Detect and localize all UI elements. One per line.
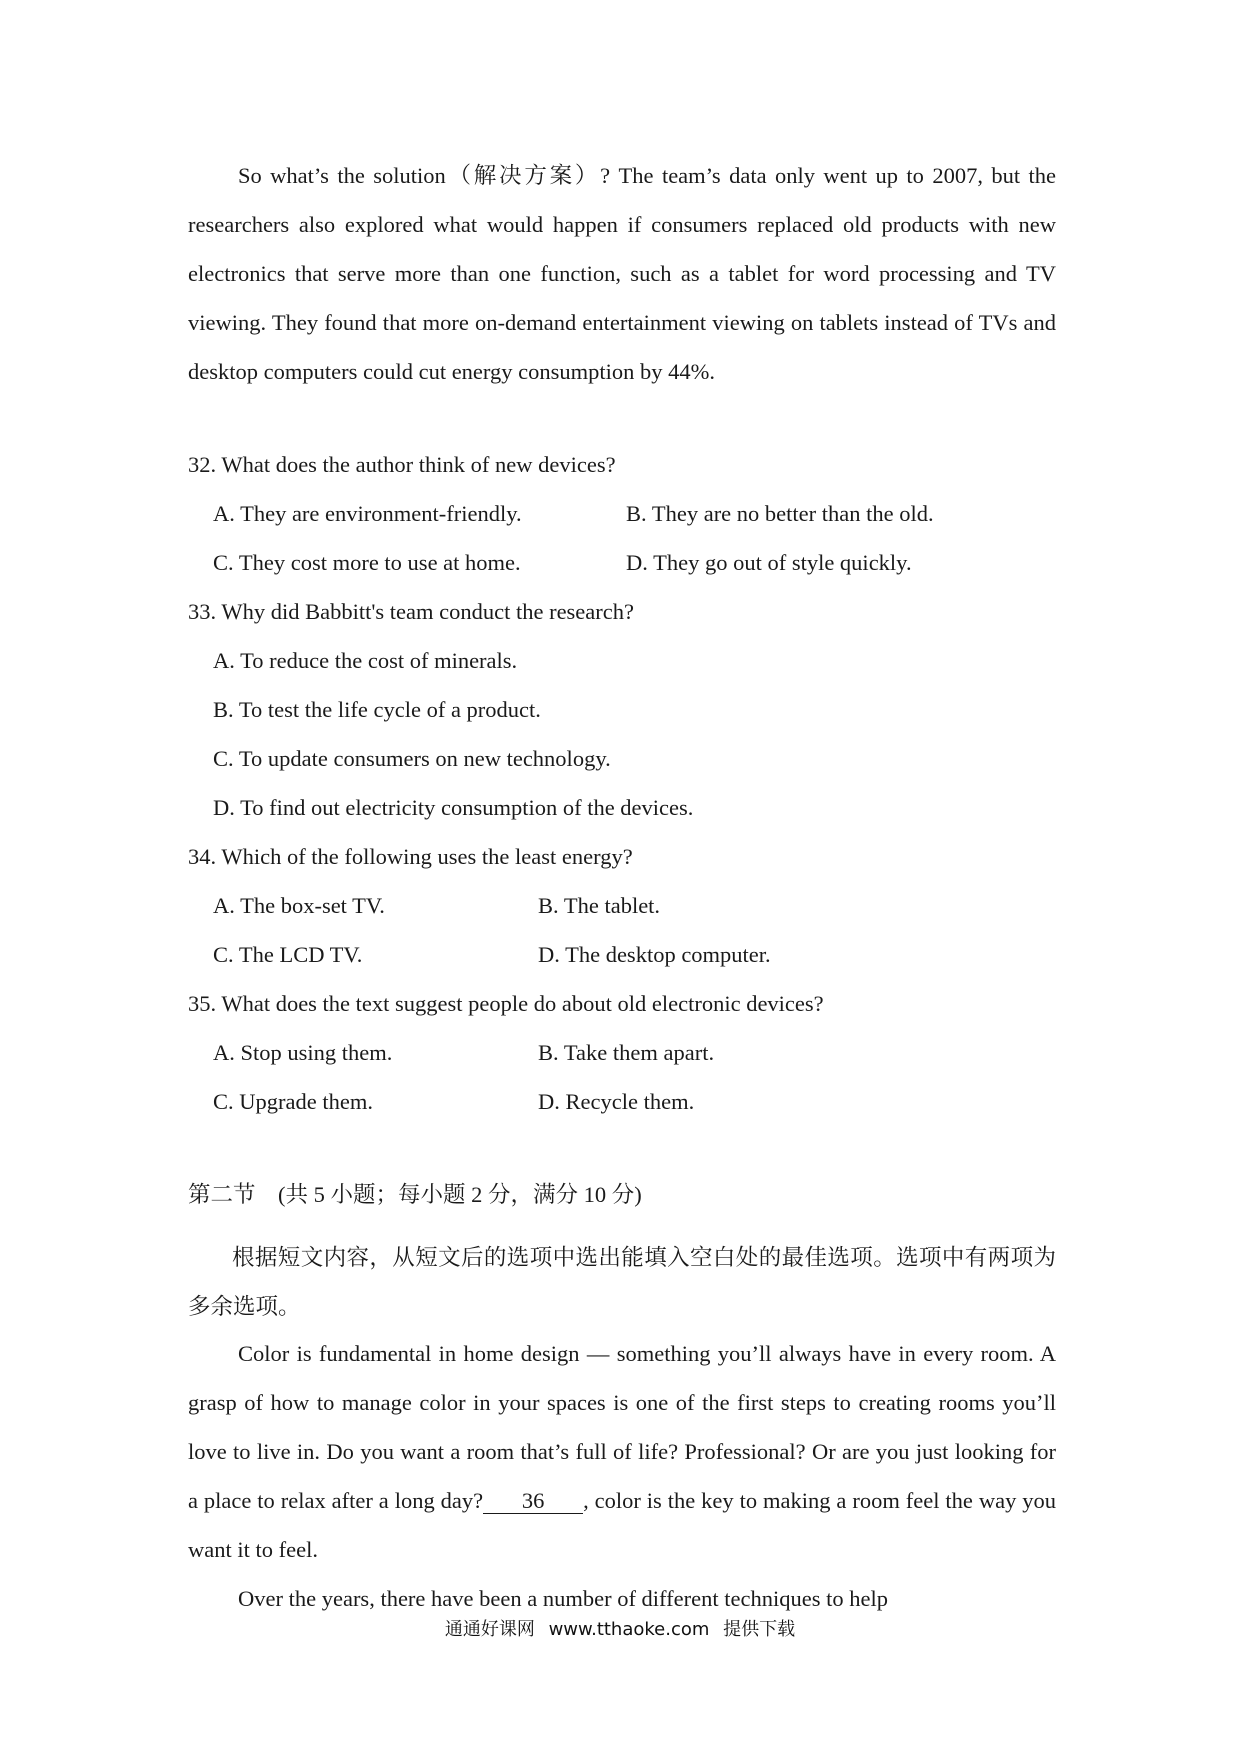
- question-34-option-d: D. The desktop computer.: [538, 942, 771, 967]
- question-33-option-b: B. To test the life cycle of a product.: [213, 697, 541, 722]
- question-33-option-c: C. To update consumers on new technology.: [213, 746, 611, 771]
- question-32-stem: 32. What does the author think of new devices?: [188, 452, 616, 477]
- color-paragraph: [188, 1329, 1056, 1574]
- question-35-option-a: A. Stop using them.: [213, 1040, 393, 1065]
- footer-site-name: 通通好课网: [444, 1619, 535, 1640]
- color-paragraph-text-after-blank: , color is the key to making a room feel the way you want it to feel.: [188, 1488, 1056, 1562]
- question-33-option-a: A. To reduce the cost of minerals.: [213, 648, 518, 673]
- page-footer: [0, 1617, 1240, 1643]
- question-32-option-b: B. They are no better than the old.: [626, 501, 934, 526]
- question-33-stem: 33. Why did Babbitt's team conduct the research?: [188, 599, 635, 624]
- question-32-option-a: A. They are environment-friendly.: [213, 501, 522, 526]
- paragraph-2-start: Over the years, there have been a number of different techniques to help: [238, 1586, 888, 1611]
- question-35-stem: 35. What does the text suggest people do about old electronic devices?: [188, 991, 824, 1016]
- section-2-instruction: 根据短文内容，从短文后的选项中选出能填入空白处的最佳选项。选项中有两项为多余选项。: [188, 1245, 1056, 1319]
- question-34-option-c: C. The LCD TV.: [213, 942, 363, 967]
- blank-36: 36: [483, 1489, 583, 1514]
- question-32-option-d: D. They go out of style quickly.: [626, 550, 912, 575]
- question-32-option-c: C. They cost more to use at home.: [213, 550, 521, 575]
- passage-paragraph: So what’s the solution（解决方案）? The team’s data only went up to 2007, but the researchers also explored what would happen if consumers replaced old products with new electronics that serve more than one function, such as a tablet for word processing and TV viewing. They found that more on-demand entertainment viewing on tablets instead of TVs and desktop computers could cut energy consumption by 44%.: [188, 163, 1056, 384]
- question-33-option-d: D. To find out electricity consumption of the devices.: [213, 795, 694, 820]
- section-2-heading: 第二节 (共 5 小题；每小题 2 分，满分 10 分): [188, 1182, 642, 1207]
- question-35-option-b: B. Take them apart.: [538, 1040, 715, 1065]
- question-34-stem: 34. Which of the following uses the least energy?: [188, 844, 633, 869]
- question-35-option-c: C. Upgrade them.: [213, 1089, 373, 1114]
- question-34-option-a: A. The box-set TV.: [213, 893, 385, 918]
- question-34-option-b: B. The tablet.: [538, 893, 661, 918]
- footer-note: 提供下载: [723, 1619, 796, 1640]
- footer-url: www.tthaoke.com: [548, 1619, 710, 1640]
- question-35-option-d: D. Recycle them.: [538, 1089, 695, 1114]
- color-paragraph-text-before-blank: Color is fundamental in home design — something you’ll always have in every room. A grasp of how to manage color in your spaces is one of the first steps to creating rooms you’ll love to live in. Do you want a room that’s full of life? Professional? Or are you just looking for a place to relax after a long day?: [188, 1341, 1056, 1513]
